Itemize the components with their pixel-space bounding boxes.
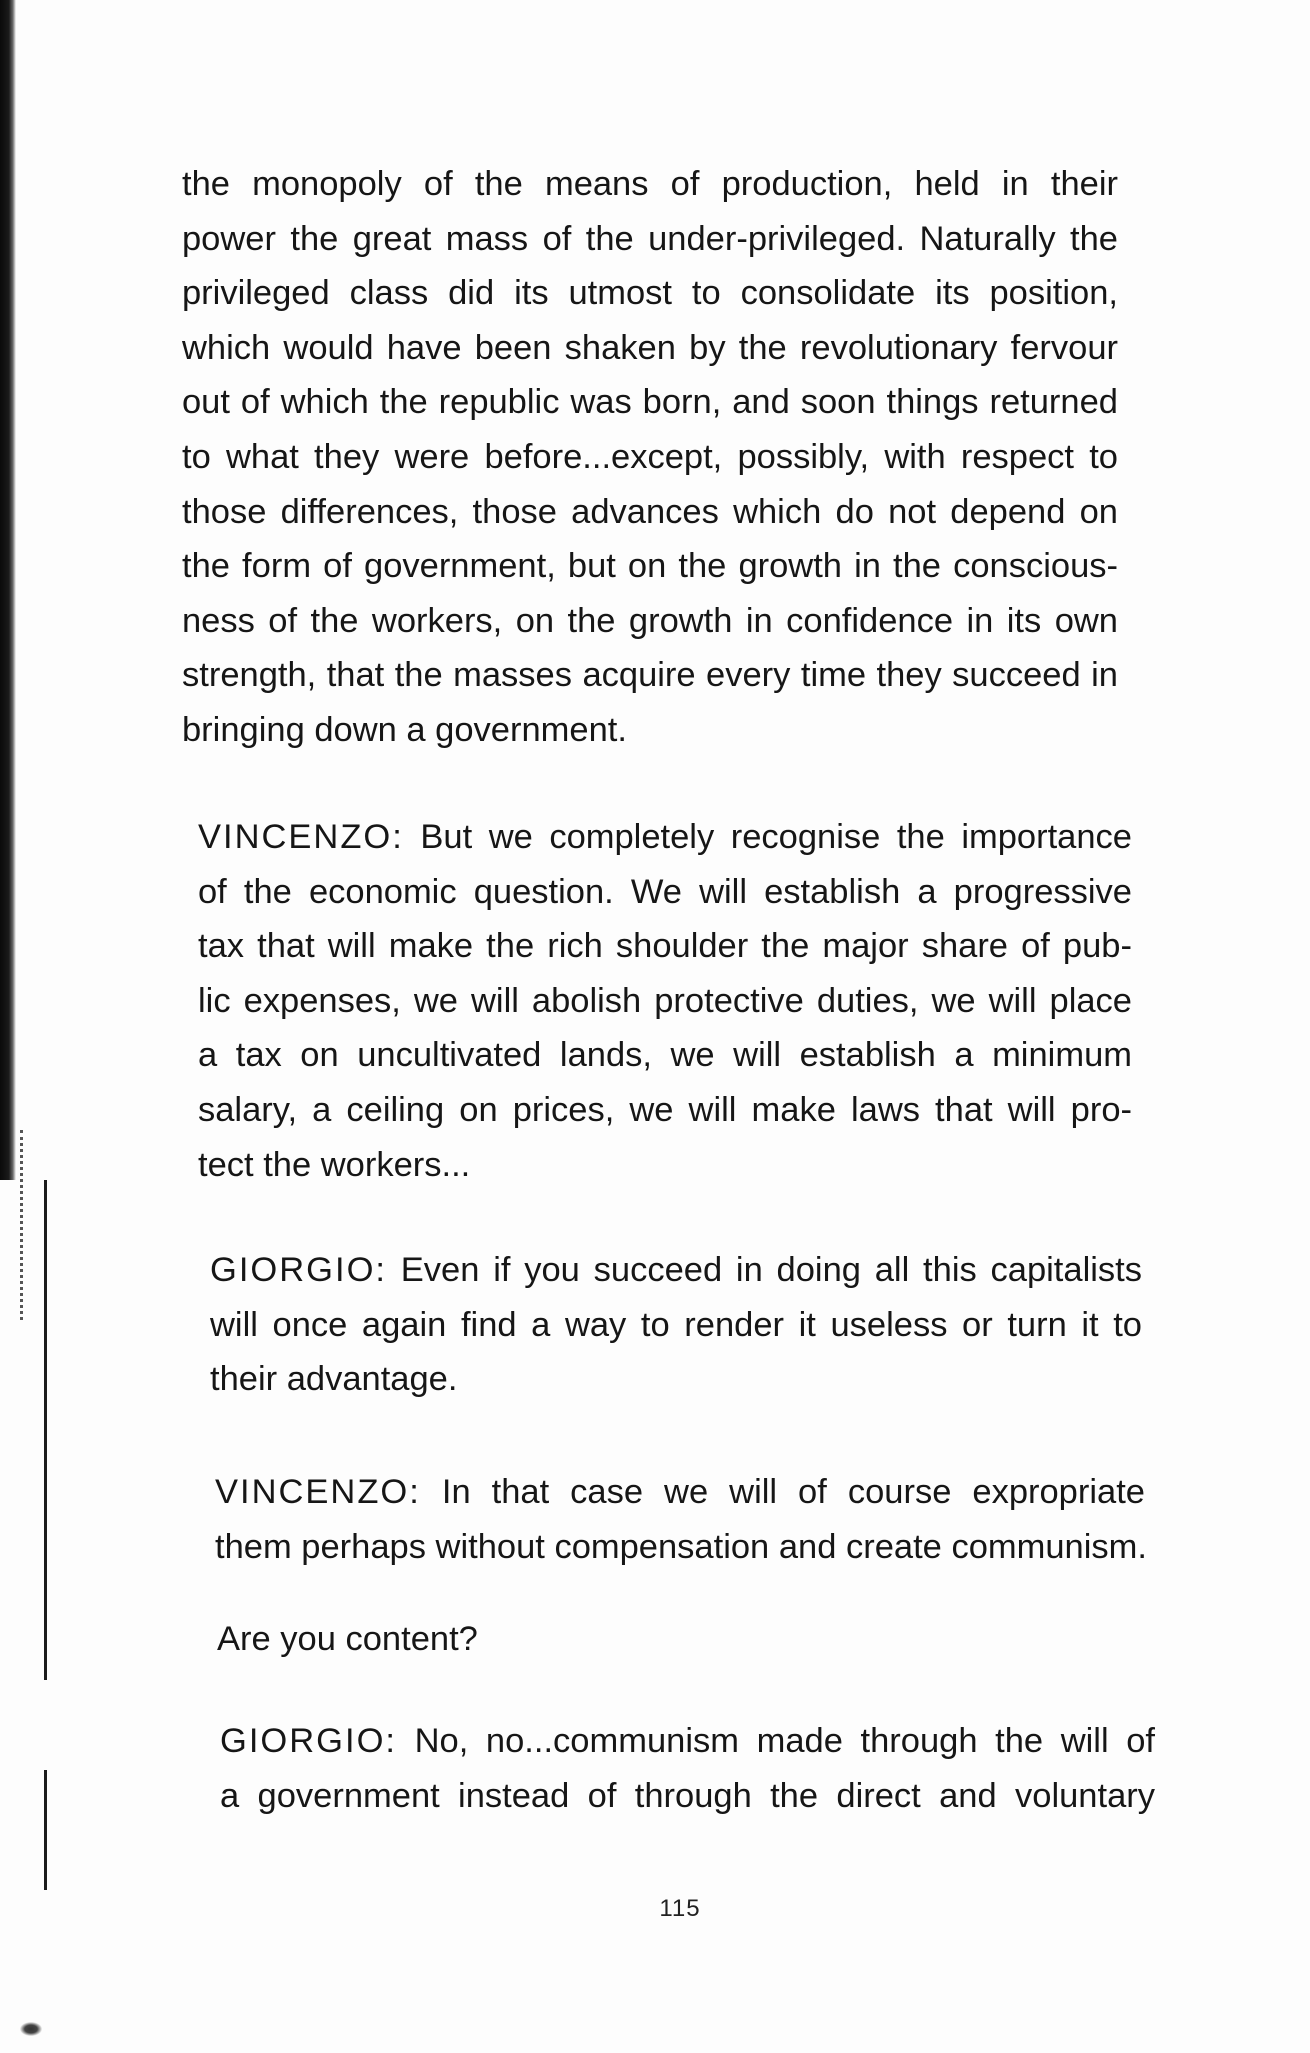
text-line: Are you content? <box>217 1620 478 1658</box>
dialogue-text: Even if you succeed in doing all this capitalists <box>400 1251 1142 1289</box>
text-line: ness of the workers, on the growth in confidence in its own <box>182 601 1118 640</box>
page-number: 115 <box>659 1895 701 1922</box>
text-line: them perhaps without compensation and create communism. <box>215 1527 1147 1566</box>
text-line: will once again find a way to render it useless or turn it to <box>210 1305 1142 1344</box>
binding-shadow <box>0 0 16 1180</box>
speaker-name: GIORGIO: <box>220 1722 398 1760</box>
scan-mark <box>20 2022 42 2036</box>
dialogue-paragraph <box>215 1465 1145 1574</box>
text-line: lic expenses, we will abolish protective duties, we will place <box>198 981 1132 1020</box>
text-line: the form of government, but on the growth in the conscious- <box>182 547 1118 586</box>
text-line <box>220 1714 1155 1769</box>
speaker-name: VINCENZO: <box>198 818 404 856</box>
binding-line <box>44 1770 47 1890</box>
dialogue-paragraph <box>210 1243 1142 1407</box>
text-line: tect the workers... <box>198 1145 471 1184</box>
text-line <box>198 810 1132 865</box>
text-line: a tax on uncultivated lands, we will establish a minimum <box>198 1036 1132 1075</box>
text-line: bringing down a government. <box>182 710 627 749</box>
speaker-name: GIORGIO: <box>210 1251 388 1289</box>
text-line: power the great mass of the under-privileged. Naturally the <box>182 219 1118 258</box>
text-line: of the economic question. We will establish a progressive <box>198 872 1132 911</box>
text-line: tax that will make the rich shoulder the major share of pub- <box>198 927 1132 966</box>
speaker-name: VINCENZO: <box>215 1473 421 1511</box>
text-line: out of which the republic was born, and soon things returned <box>182 383 1118 422</box>
text-line: to what they were before...except, possibly, with respect to <box>182 437 1118 476</box>
text-line <box>210 1243 1142 1298</box>
text-line: the monopoly of the means of production, held in their <box>182 165 1118 203</box>
text-line: privileged class did its utmost to consolidate its position, <box>182 274 1118 313</box>
binding-line <box>44 1180 47 1680</box>
text-line: a government instead of through the direct and voluntary <box>220 1776 1155 1815</box>
text-line: which would have been shaken by the revolutionary fervour <box>182 328 1118 367</box>
text-line: their advantage. <box>210 1360 458 1399</box>
dialogue-text: No, no...communism made through the will of <box>414 1722 1155 1760</box>
text-line <box>215 1465 1145 1520</box>
dialogue-text: But we completely recognise the importance <box>420 818 1132 856</box>
dialogue-paragraph <box>220 1714 1155 1823</box>
text-line: strength, that the masses acquire every time they succeed in <box>182 656 1118 695</box>
dialogue-text: In that case we will of course expropriate <box>441 1473 1145 1511</box>
paragraph <box>182 157 1118 758</box>
dialogue-paragraph <box>198 810 1132 1192</box>
text-line: those differences, those advances which do not depend on <box>182 492 1118 531</box>
paragraph <box>217 1612 817 1667</box>
binding-speckles <box>20 1130 27 1320</box>
text-line: salary, a ceiling on prices, we will make laws that will pro- <box>198 1090 1132 1129</box>
